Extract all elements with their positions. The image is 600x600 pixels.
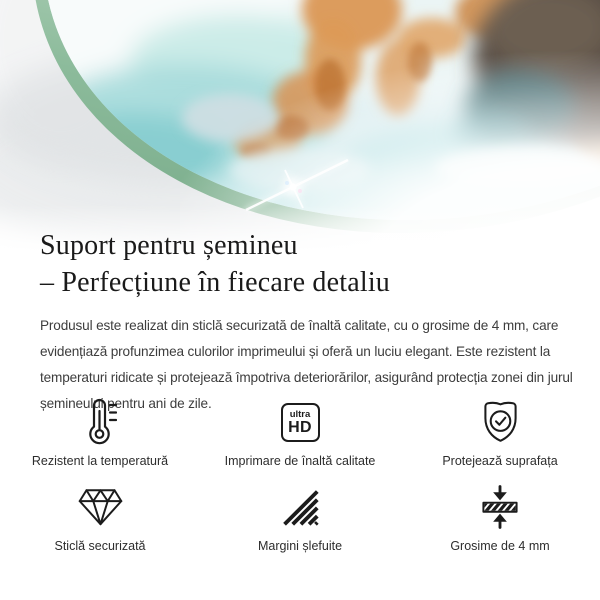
page-title-line-2: – Perfecțiune în fiecare detaliu — [40, 267, 391, 298]
glass-disc-image — [0, 0, 600, 252]
shield-check-icon — [480, 397, 521, 447]
feature-label: Rezistent la temperatură — [31, 454, 169, 468]
ultra-hd-icon-text-bottom: HD — [288, 418, 312, 436]
diamond-icon — [77, 482, 124, 532]
feature-thickness-4mm — [400, 482, 600, 554]
feature-print-quality — [200, 397, 400, 469]
feature-polished-edges — [200, 482, 400, 554]
feature-temperature-resistant — [0, 397, 200, 469]
ultra-hd-icon-text-top: ultra — [289, 408, 311, 420]
feature-label: Margini șlefuite — [257, 539, 343, 553]
features-grid — [0, 397, 600, 554]
thermometer-icon — [83, 397, 117, 447]
page-title — [40, 227, 390, 301]
ultra-hd-icon — [281, 397, 320, 447]
page-title-line-1: Suport pentru șemineu — [40, 230, 298, 261]
product-photo-hero — [0, 0, 600, 252]
feature-label: Protejează suprafața — [442, 454, 558, 468]
feature-tempered-glass — [0, 482, 200, 554]
compressed-thickness-icon — [481, 482, 519, 532]
product-description: Produsul este realizat din sticlă securizată de înaltă calitate, cu o grosime de 4 mm, care evidențiază profunzimea culorilor imprimeului și oferă un luciu elegant. Este rezistent la temperaturi ridicate și protejează împotriva deteriorărilor, asigurând protecția zonei din jurul șemineului pentru ani de zile. — [40, 318, 573, 411]
feature-protects-surface — [400, 397, 600, 469]
feature-label: Sticlă securizată — [54, 539, 146, 553]
polished-edges-icon — [280, 482, 320, 532]
feature-label: Grosime de 4 mm — [450, 539, 550, 553]
feature-label: Imprimare de înaltă calitate — [224, 454, 376, 468]
